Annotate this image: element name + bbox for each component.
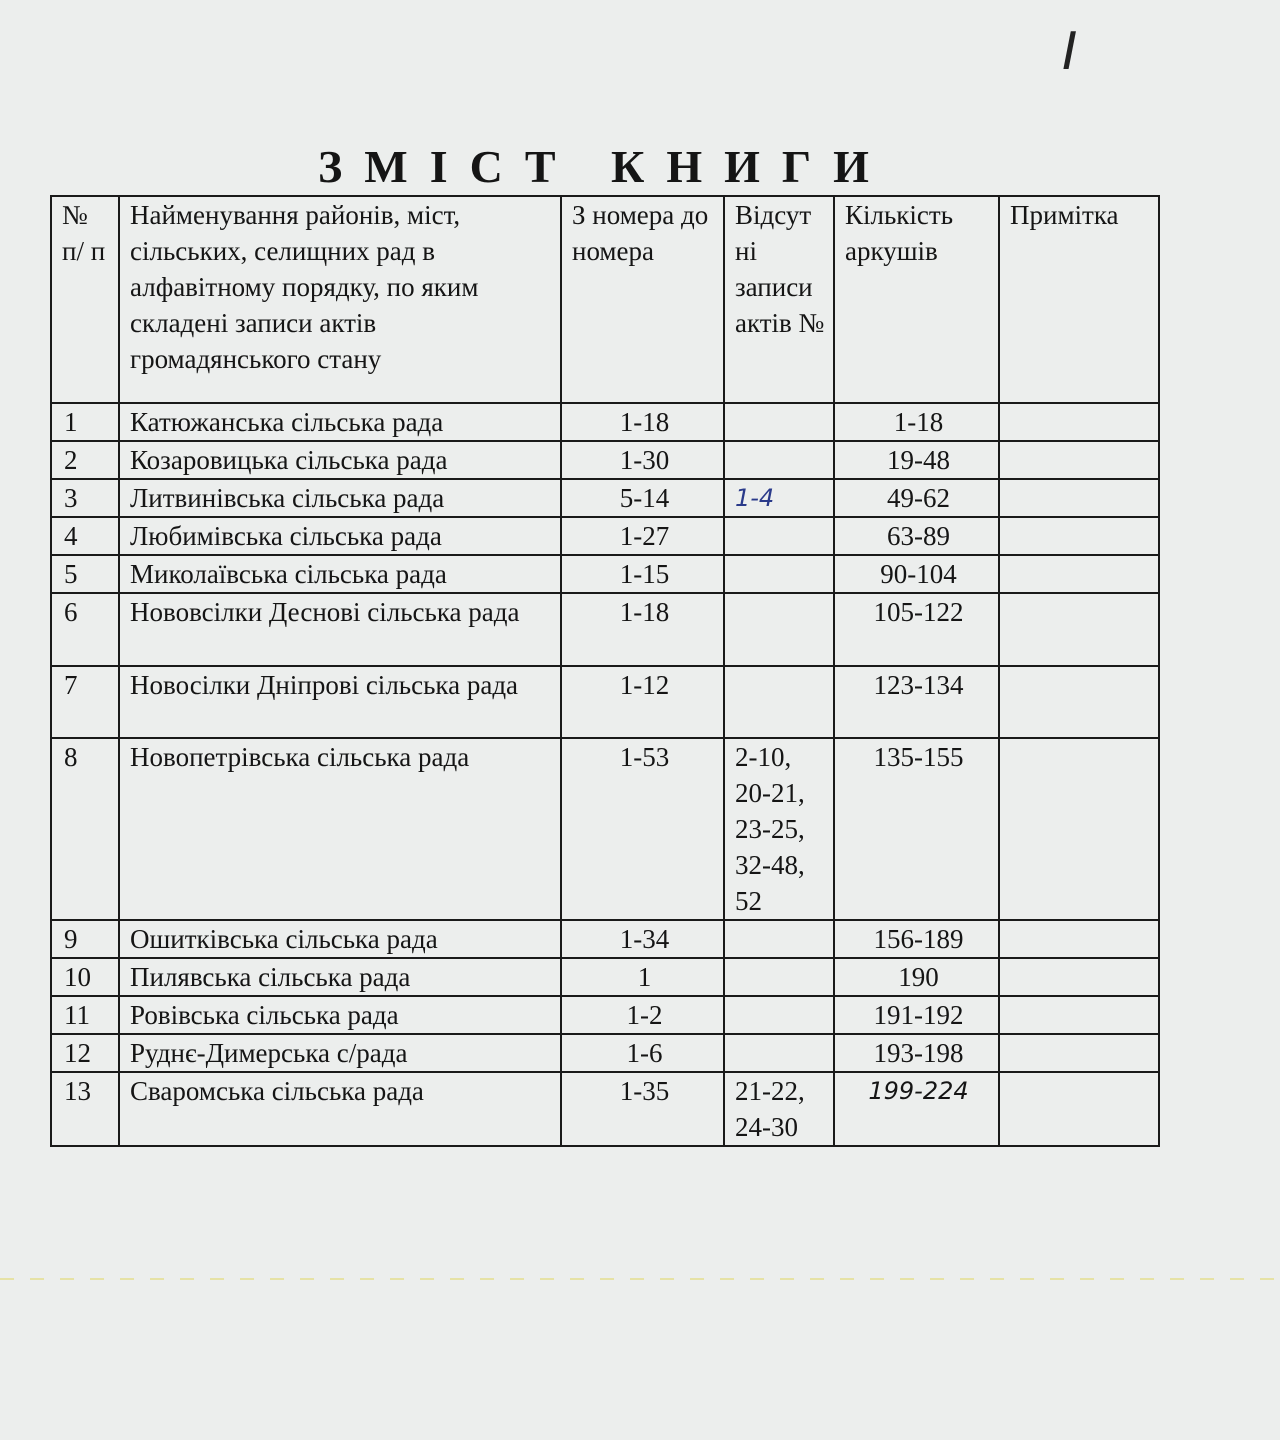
row-range: 1-18 — [561, 593, 724, 666]
row-note — [999, 738, 1159, 920]
row-number: 13 — [51, 1072, 119, 1146]
handwritten-page-number: I — [1062, 22, 1078, 82]
row-name: Литвинівська сільська рада — [119, 479, 561, 517]
row-name: Новопетрівська сільська рада — [119, 738, 561, 920]
table-row — [51, 517, 1159, 555]
row-missing — [724, 441, 834, 479]
row-sheets: 63-89 — [834, 517, 999, 555]
row-range: 1-27 — [561, 517, 724, 555]
row-range: 1-18 — [561, 403, 724, 441]
row-range: 1-35 — [561, 1072, 724, 1146]
row-name: Новосілки Дніпрові сільська рада — [119, 666, 561, 738]
row-note — [999, 1034, 1159, 1072]
row-sheets: 199-224 — [834, 1072, 999, 1146]
contents-table — [50, 195, 1160, 1147]
row-sheets: 19-48 — [834, 441, 999, 479]
row-number: 2 — [51, 441, 119, 479]
row-sheets: 105-122 — [834, 593, 999, 666]
row-name: Козаровицька сільська рада — [119, 441, 561, 479]
row-note — [999, 958, 1159, 996]
row-sheets: 90-104 — [834, 555, 999, 593]
row-sheets: 191-192 — [834, 996, 999, 1034]
row-name: Пилявська сільська рада — [119, 958, 561, 996]
row-missing — [724, 555, 834, 593]
row-number: 9 — [51, 920, 119, 958]
row-note — [999, 593, 1159, 666]
row-name: Миколаївська сільська рада — [119, 555, 561, 593]
row-sheets: 156-189 — [834, 920, 999, 958]
row-name: Любимівська сільська рада — [119, 517, 561, 555]
row-sheets: 190 — [834, 958, 999, 996]
table-row — [51, 920, 1159, 958]
table-row — [51, 738, 1159, 920]
row-number: 7 — [51, 666, 119, 738]
row-number: 11 — [51, 996, 119, 1034]
row-sheets: 1-18 — [834, 403, 999, 441]
table-row — [51, 593, 1159, 666]
row-missing: 21-22, 24-30 — [724, 1072, 834, 1146]
header-sheets: Кількість аркушів — [834, 196, 999, 403]
row-note — [999, 403, 1159, 441]
row-number: 3 — [51, 479, 119, 517]
row-name: Нововсілки Деснові сільська рада — [119, 593, 561, 666]
row-missing — [724, 666, 834, 738]
row-sheets: 49-62 — [834, 479, 999, 517]
table-header-row — [51, 196, 1159, 403]
row-number: 4 — [51, 517, 119, 555]
table-row — [51, 441, 1159, 479]
table-row — [51, 1034, 1159, 1072]
header-note: Примітка — [999, 196, 1159, 403]
row-sheets: 123-134 — [834, 666, 999, 738]
row-number: 6 — [51, 593, 119, 666]
row-missing — [724, 403, 834, 441]
row-name: Ровівська сільська рада — [119, 996, 561, 1034]
row-range: 1-34 — [561, 920, 724, 958]
row-note — [999, 441, 1159, 479]
row-missing — [724, 920, 834, 958]
row-range: 1-53 — [561, 738, 724, 920]
row-range: 1-15 — [561, 555, 724, 593]
row-missing — [724, 517, 834, 555]
row-range: 1 — [561, 958, 724, 996]
table-row — [51, 996, 1159, 1034]
row-note — [999, 996, 1159, 1034]
row-note — [999, 555, 1159, 593]
document-title: ЗМІСТ КНИГИ — [318, 141, 891, 192]
header-number: № п/ п — [51, 196, 119, 403]
header-range: З номера до номера — [561, 196, 724, 403]
table-row — [51, 1072, 1159, 1146]
row-name: Сваромська сільська рада — [119, 1072, 561, 1146]
row-missing — [724, 996, 834, 1034]
row-note — [999, 920, 1159, 958]
row-number: 10 — [51, 958, 119, 996]
row-note — [999, 666, 1159, 738]
row-missing: 2-10, 20-21, 23-25, 32-48, 52 — [724, 738, 834, 920]
row-name: Руднє-Димерська с/рада — [119, 1034, 561, 1072]
row-missing: 1-4 — [724, 479, 834, 517]
row-range: 1-12 — [561, 666, 724, 738]
row-number: 5 — [51, 555, 119, 593]
row-missing — [724, 593, 834, 666]
row-number: 8 — [51, 738, 119, 920]
row-name: Катюжанська сільська рада — [119, 403, 561, 441]
row-sheets: 193-198 — [834, 1034, 999, 1072]
row-note — [999, 517, 1159, 555]
row-range: 1-30 — [561, 441, 724, 479]
table-row — [51, 666, 1159, 738]
row-range: 1-2 — [561, 996, 724, 1034]
table-row — [51, 403, 1159, 441]
scan-artifact-line — [0, 1278, 1280, 1280]
row-range: 5-14 — [561, 479, 724, 517]
row-name: Ошитківська сільська рада — [119, 920, 561, 958]
header-missing: Відсут ні записи актів № — [724, 196, 834, 403]
row-sheets: 135-155 — [834, 738, 999, 920]
row-range: 1-6 — [561, 1034, 724, 1072]
table-row — [51, 555, 1159, 593]
row-note — [999, 479, 1159, 517]
row-missing — [724, 958, 834, 996]
table-row — [51, 479, 1159, 517]
header-name: Найменування районів, міст, сільських, селищних рад в алфавітному порядку, по яким складені записи актів громадянського стану — [119, 196, 561, 403]
row-number: 1 — [51, 403, 119, 441]
row-note — [999, 1072, 1159, 1146]
row-missing — [724, 1034, 834, 1072]
table-row — [51, 958, 1159, 996]
row-number: 12 — [51, 1034, 119, 1072]
